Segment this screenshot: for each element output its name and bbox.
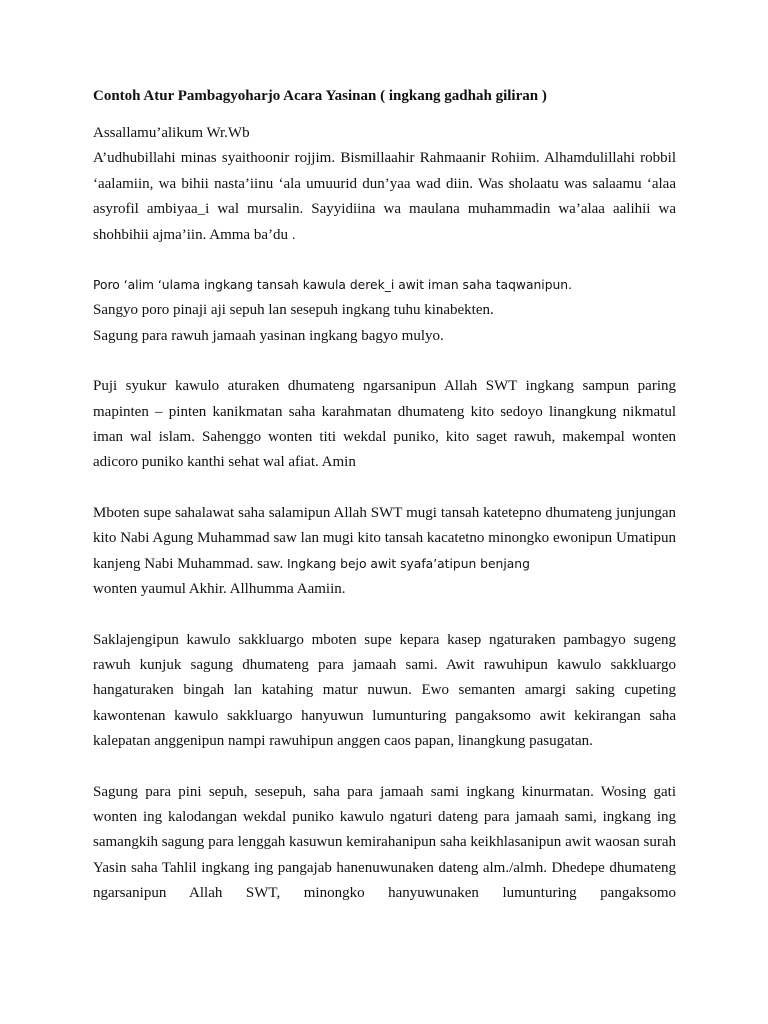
address-line-1-text: Poro ‘alim ‘ulama ingkang tansah kawula derek_i awit iman saha taqwanipun.: [93, 278, 573, 293]
address-line-2: Sangyo poro pinaji aji sepuh lan sesepuh ingkang tuhu kinabekten.: [93, 302, 494, 319]
address-line-1: [93, 273, 676, 298]
paragraph-gap: [93, 248, 676, 273]
salawat-text: Mboten supe sahalawat saha salamipun Allah SWT mugi tansah katetepno dhumateng junjungan kito Nabi Agung Muhammad saw lan mugi kito tansah kacatetno minongko ewonipun Umatipun kanjeng Nabi Muhammad. saw.: [93, 504, 676, 572]
paragraph-gap: [93, 603, 676, 628]
opening-prayer-end: .: [291, 227, 296, 242]
document-page: [93, 86, 676, 907]
opening-prayer-text: A’udhubillahi minas syaithoonir rojjim. Bismillaahir Rahmaanir Rohiim. Alhamdulillahi robbil ‘aalamiin, wa bihii nasta’iinu ‘ala umuurid dun’yaa wad diin. Was sholaatu was salaamu ‘alaa asyrofil ambiyaa_i wal mursalin. Sayyidiina wa maulana muhammadin wa’alaa aalihii wa shohbihii ajma’iin. Amma ba’du: [93, 150, 676, 243]
closing-paragraph: Sagung para pini sepuh, sesepuh, saha para jamaah sami ingkang kinurmatan. Wosing gati wonten ing kalodangan wekdal puniko kawulo ngaturi dateng para jamaah sami, ingkang ing samangkih sagung para lenggah kasuwun kemirahanipun saha keikhlasanipun awit waosan surah Yasin saha Tahlil ingkang ing pangajab hanenuwunaken dateng alm./almh. Dhedepe dhumateng ngarsanipun Allah SWT, minongko hanyuwunaken lumunturing pangaksomo: [93, 783, 676, 902]
salawat-paragraph: [93, 501, 676, 603]
gratitude-paragraph: Puji syukur kawulo aturaken dhumateng ngarsanipun Allah SWT ingkang sampun paring mapinten – pinten kanikmatan saha karahmatan dhumateng kito sedoyo linangkung nikmatul iman wal islam. Sahenggo wonten titi wekdal puniko, kito saget rawuh, makempal wonten adicoro puniko kanthi sehat wal afiat. Amin: [93, 378, 676, 471]
document-title: Contoh Atur Pambagyoharjo Acara Yasinan ( ingkang gadhah giliran ): [93, 88, 547, 104]
salawat-end-text: wonten yaumul Akhir. Allhumma Aamiin.: [93, 581, 346, 598]
welcome-paragraph: Saklajengipun kawulo sakkluargo mboten supe kepara kasep ngaturaken pambagyo sugeng rawuh kunjuk sagung dhumateng para jamaah sami. Awit rawuhipun kawulo sakkluargo hangaturaken bingah lan katahing matur nuwun. Ewo semanten amargi saking cupeting kawontenan kawulo sakkluargo hanyuwun lumunturing pangaksomo awit kekirangan saha kalepatan anggenipun nampi rawuhipun anggen caos papan, linangkung pasugatan.: [93, 631, 676, 750]
greeting-line: Assallamu’alikum Wr.Wb: [93, 125, 250, 141]
paragraph-gap: [93, 755, 676, 780]
opening-prayer-paragraph: [93, 146, 676, 248]
address-line-3: Sagung para rawuh jamaah yasinan ingkang bagyo mulyo.: [93, 327, 444, 344]
paragraph-gap: [93, 476, 676, 501]
salawat-sans-text: Ingkang bejo awit syafa’atipun benjang: [286, 556, 530, 571]
paragraph-gap: [93, 349, 676, 374]
